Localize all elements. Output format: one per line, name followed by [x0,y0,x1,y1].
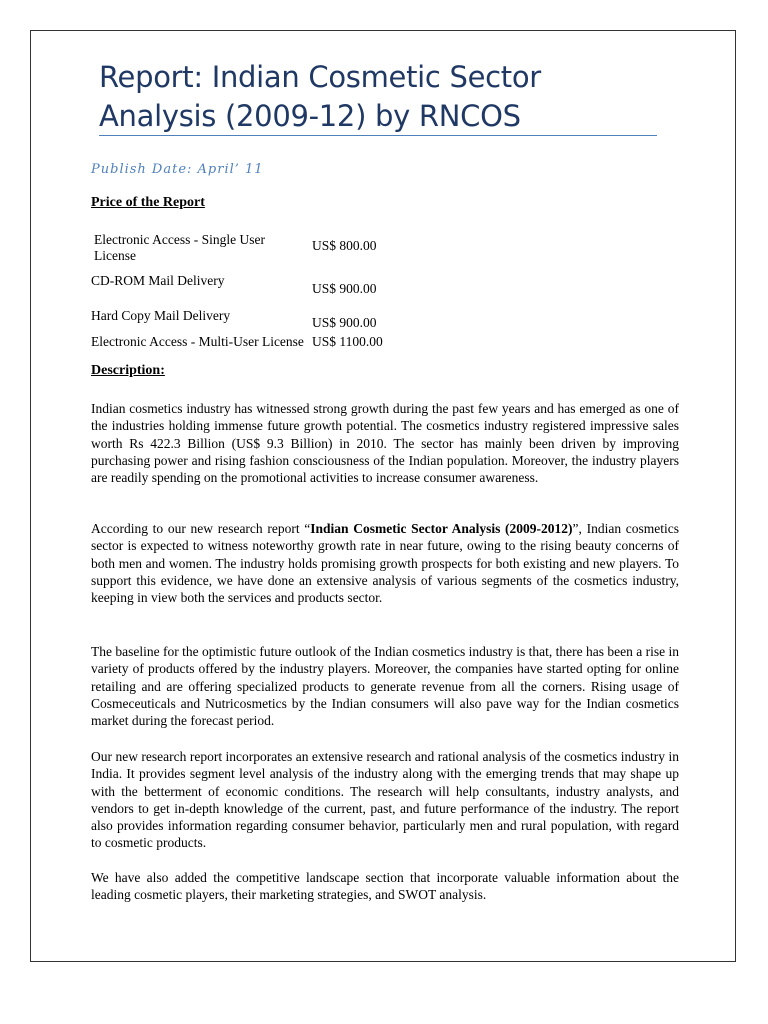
description-paragraph-2 [91,520,679,606]
price-label-multi-user: Electronic Access - Multi-User License [91,334,304,349]
price-heading: Price of the Report [91,195,205,210]
price-value-cdrom: US$ 900.00 [312,281,377,296]
price-label-cdrom: CD-ROM Mail Delivery [91,273,225,288]
description-paragraph-3: The baseline for the optimistic future outlook of the Indian cosmetics industry is that, there has been a rise in variety of products offered by the industry players. Moreover, the companies have started opting for online retailing and are offering specialized products to generate revenue from all the corners. Rising usage of Cosmeceuticals and Nutricosmetics by the Indian consumers will also pave way for the Indian cosmetics market during the forecast period. [91,644,679,729]
price-value-hardcopy: US$ 900.00 [312,315,377,330]
description-paragraph-1: Indian cosmetics industry has witnessed strong growth during the past few years and has emerged as one of the industries holding immense future growth potential. The cosmetics industry registered impressive sales worth Rs 422.3 Billion (US$ 9.3 Billion) in 2010. The sector has mainly been driven by improving purchasing power and rising fashion consciousness of the Indian population. Moreover, the industry players are readily spending on the promotional activities to increase consumer awareness. [91,401,679,486]
price-value-multi-user: US$ 1100.00 [312,334,383,349]
price-value-single-user: US$ 800.00 [312,238,377,253]
paragraph-2-end: ”, Indian cosmetics sector is expected to witness noteworthy growth rate in near future, owing to the rising beauty concerns of both men and women. The industry holds promising growth prospects for both existing and new players. To support this evidence, we have done an extensive analysis of various segments of the cosmetics industry, keeping in view both the services and products sector. [91,521,679,606]
title-underline [99,135,657,136]
report-name-bold: Indian Cosmetic Sector Analysis (2009-2012) [310,521,573,536]
page-title: Report: Indian Cosmetic Sector Analysis (2009-12) by RNCOS [99,60,541,133]
paragraph-2-start: According to our new research report “ [91,521,311,536]
description-paragraph-5: We have also added the competitive landscape section that incorporate valuable information about the leading cosmetic players, their marketing strategies, and SWOT analysis. [91,870,679,903]
price-label-single-user: Electronic Access - Single User License [94,232,265,263]
publish-date: Publish Date: April’ 11 [91,162,264,177]
description-heading: Description: [91,363,165,378]
price-label-hardcopy: Hard Copy Mail Delivery [91,308,231,323]
description-paragraph-4: Our new research report incorporates an extensive research and rational analysis of the cosmetics industry in India. It provides segment level analysis of the industry along with the emerging trends that may shape up with the betterment of economic conditions. The research will help consultants, industry analysts, and vendors to get in-depth knowledge of the current, past, and future performance of the industry. The report also provides information regarding consumer behavior, particularly men and rural population, with regard to cosmetic products. [91,749,679,851]
